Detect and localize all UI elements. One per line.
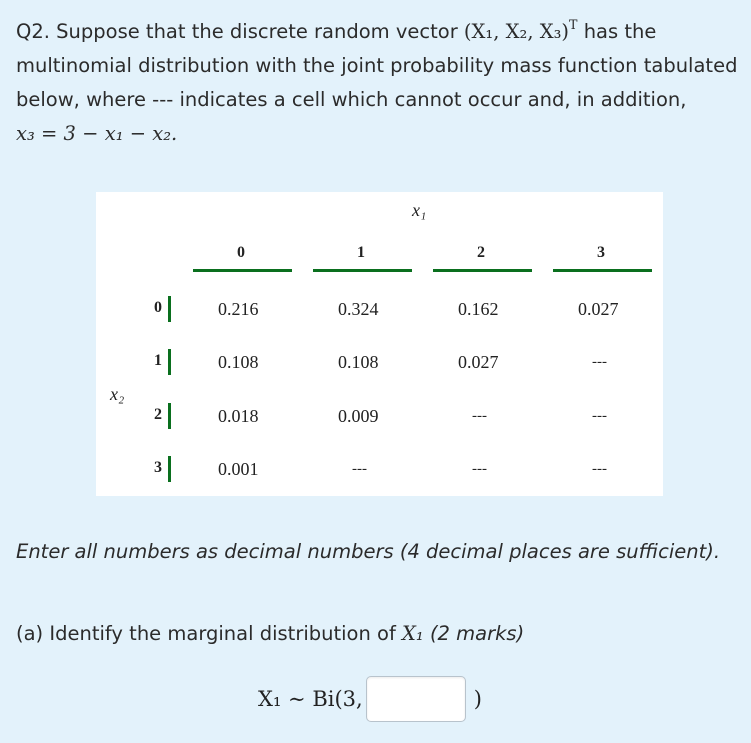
answer-prefix: X₁ ∼ Bi(3, <box>258 687 363 711</box>
col-header-3: 3 <box>597 244 605 261</box>
random-vector: (X₁, X₂, X₃) <box>463 19 570 43</box>
table-cell-empty: --- <box>592 461 607 477</box>
row-header-1: 1 <box>154 352 162 369</box>
table-cell-empty: --- <box>472 461 487 477</box>
question-line-1-end: has the <box>583 19 657 43</box>
col-header-underline <box>313 269 412 272</box>
table-cell-empty: --- <box>592 354 607 370</box>
row-header-separator <box>168 296 171 322</box>
row-header-separator <box>168 403 171 429</box>
table-cell: 0.027 <box>578 299 619 319</box>
row-header-3: 3 <box>154 459 162 476</box>
part-a-marks: (2 marks) <box>429 622 525 645</box>
col-header-underline <box>553 269 652 272</box>
question-line-1 <box>16 8 746 49</box>
table-cell: 0.162 <box>458 299 499 319</box>
row-header-separator <box>168 349 171 375</box>
table-cell: 0.009 <box>338 406 379 426</box>
question-prefix: Q2. Suppose that the discrete random vector <box>16 19 458 43</box>
instructions-text: Enter all numbers as decimal numbers (4 decimal places are sufficient). <box>16 540 721 563</box>
table-cell: 0.108 <box>338 352 379 372</box>
col-header-1: 1 <box>357 244 365 261</box>
table-cell-empty: --- <box>472 408 487 424</box>
part-a-variable: X₁ <box>402 622 424 645</box>
table-cell-empty: --- <box>592 408 607 424</box>
question-line-3: below, where --- indicates a cell which cannot occur and, in addition, <box>16 87 687 111</box>
probability-answer-input[interactable] <box>366 676 466 722</box>
table-cell: 0.324 <box>338 299 379 319</box>
answer-row <box>258 676 482 722</box>
col-variable-label: x₁ <box>412 200 427 220</box>
table-cell: 0.018 <box>218 406 259 426</box>
col-header-underline <box>433 269 532 272</box>
question-line-2: multinomial distribution with the joint probability mass function tabulated <box>16 53 738 77</box>
question-text <box>16 8 746 151</box>
row-header-2: 2 <box>154 406 162 423</box>
answer-suffix: ) <box>473 687 482 711</box>
table-cell: 0.001 <box>218 459 259 479</box>
col-header-underline <box>193 269 292 272</box>
table-cell-empty: --- <box>352 461 367 477</box>
pmf-table <box>96 192 663 496</box>
row-variable-label: x₂ <box>110 384 125 404</box>
table-cell: 0.216 <box>218 299 259 319</box>
col-header-0: 0 <box>237 244 245 261</box>
question-line-4: x₃ = 3 − x₁ − x₂. <box>16 121 178 145</box>
table-cell: 0.027 <box>458 352 499 372</box>
row-header-0: 0 <box>154 299 162 316</box>
part-a-prompt <box>16 622 524 645</box>
table-cell: 0.108 <box>218 352 259 372</box>
row-header-separator <box>168 456 171 482</box>
part-a-label: (a) Identify the marginal distribution of <box>16 622 396 645</box>
col-header-2: 2 <box>477 244 485 261</box>
transpose-mark: T <box>569 17 578 32</box>
